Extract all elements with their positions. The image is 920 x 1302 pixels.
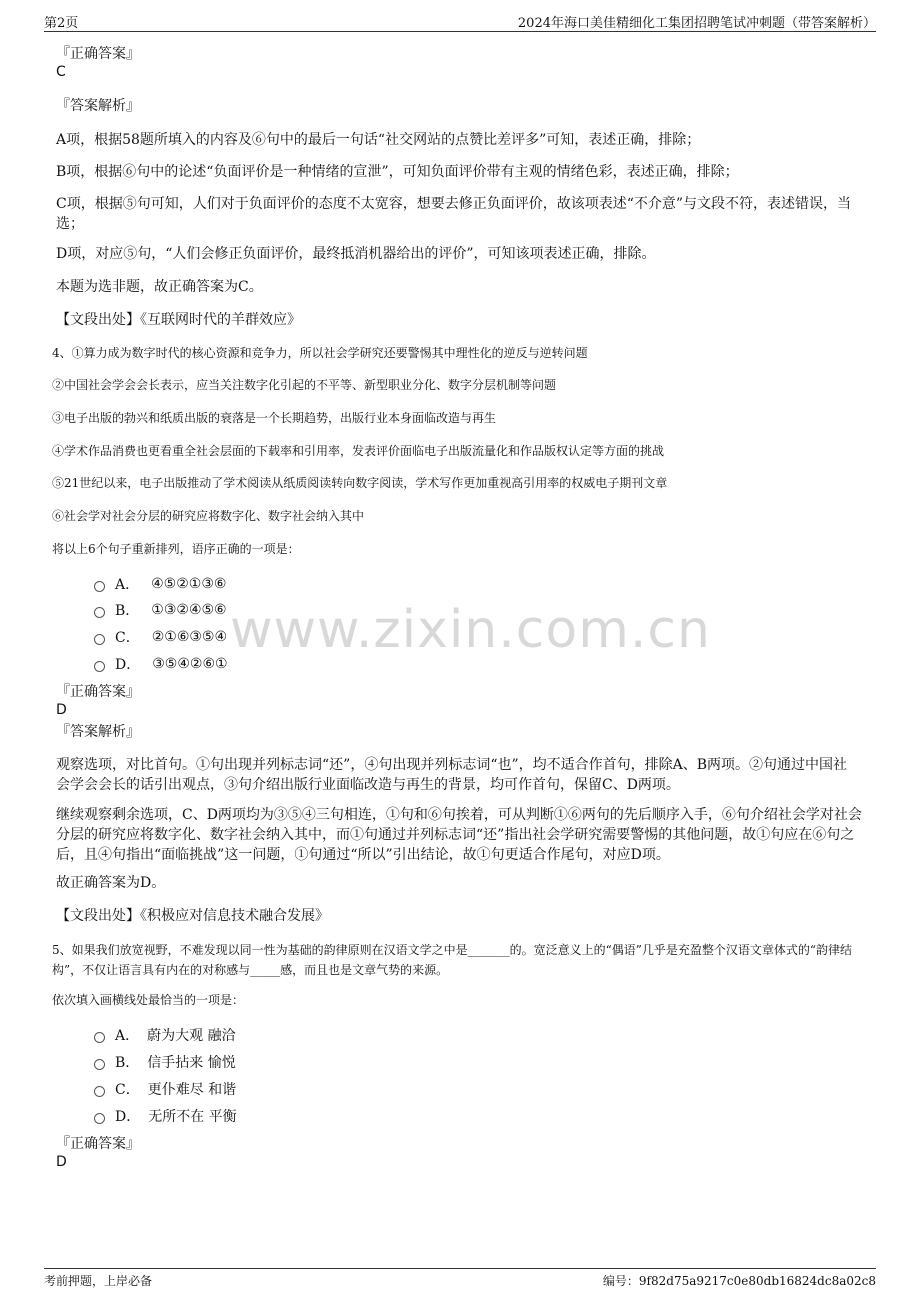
q5-option-d[interactable] xyxy=(94,1106,237,1126)
q3-analysis-c: C项，根据⑤句可知，人们对于负面评价的态度不太宽容，想要去修正负面评价，故该项表述“不介意”与文段不符，表述错误，当选； xyxy=(56,196,852,232)
q5-stem: 5、如果我们放宽视野，不难发现以同一性为基础的韵律原则在汉语文学之中是_______的。宽泛意义上的“偶语”几乎是充盈整个汉语文章体式的“韵律结构”，不仅让语言具有内在的对称感与_____感，而且也是文章气势的来源。 xyxy=(52,943,853,977)
option-letter: A． xyxy=(115,1028,140,1044)
option-text: 无所不在 平衡 xyxy=(148,1109,237,1125)
q4-sentence-1: 4、①算力成为数字时代的核心资源和竞争力，所以社会学研究还要警惕其中理性化的逆反与逆转问题 xyxy=(52,346,588,360)
q4-source: 【文段出处】《积极应对信息技术融合发展》 xyxy=(56,908,329,924)
q4-sentence-6: ⑥社会学对社会分层的研究应将数字化、数字社会纳入其中 xyxy=(52,509,365,523)
q4-option-a[interactable] xyxy=(94,574,226,594)
radio-icon[interactable] xyxy=(94,661,105,672)
q4-sentence-3: ③电子出版的勃兴和纸质出版的衰落是一个长期趋势，出版行业本身面临改造与再生 xyxy=(52,411,497,425)
option-text: 信手拈来 愉悦 xyxy=(147,1055,236,1071)
document-title: 2024年海口美佳精细化工集团招聘笔试冲刺题（带答案解析） xyxy=(517,16,876,31)
q3-conclusion: 本题为选非题，故正确答案为C。 xyxy=(56,279,263,295)
q4-answer: D xyxy=(56,702,67,718)
footer-slogan: 考前押题，上岸必备 xyxy=(44,1274,153,1288)
footer-rule xyxy=(44,1268,876,1269)
q4-option-b[interactable] xyxy=(94,600,227,620)
option-text: ①③②④⑤⑥ xyxy=(151,602,227,618)
q4-analysis-label: 『答案解析』 xyxy=(56,724,140,740)
option-text: 蔚为大观 融洽 xyxy=(147,1028,236,1044)
watermark: www.zixin.com.cn xyxy=(230,600,711,660)
q4-answer-label: 『正确答案』 xyxy=(56,684,140,700)
radio-icon[interactable] xyxy=(94,634,105,645)
q4-option-d[interactable] xyxy=(94,654,228,674)
option-letter: B． xyxy=(115,603,140,619)
option-letter: C． xyxy=(115,630,140,646)
q4-analysis-1: 观察选项，对比首句。①句出现并列标志词“还”，④句出现并列标志词“也”，均不适合作首句，排除A、B两项。②句通过中国社会学会会长的话引出观点，③句介绍出版行业面临改造与再生的背景，均可作首句，保留C、D两项。 xyxy=(56,757,848,793)
q3-analysis-a: A项，根据58题所填入的内容及⑥句中的最后一句话“社交网站的点赞比差评多”可知，表述正确，排除； xyxy=(56,132,701,148)
q4-sentence-4: ④学术作品消费也更看重全社会层面的下载率和引用率，发表评价面临电子出版流量化和作品版权认定等方面的挑战 xyxy=(52,444,665,458)
q5-option-a[interactable] xyxy=(94,1025,236,1045)
q5-prompt: 依次填入画横线处最恰当的一项是： xyxy=(52,993,245,1007)
q3-analysis-label: 『答案解析』 xyxy=(56,98,140,114)
q3-answer: C xyxy=(56,64,66,80)
q4-conclusion: 故正确答案为D。 xyxy=(56,875,166,891)
q5-answer: D xyxy=(56,1154,67,1170)
q4-sentence-2: ②中国社会学会会长表示，应当关注数字化引起的不平等、新型职业分化、数字分层机制等问题 xyxy=(52,378,557,392)
option-letter: C． xyxy=(115,1082,140,1098)
option-text: ②①⑥③⑤④ xyxy=(151,629,228,645)
option-letter: D． xyxy=(115,1109,141,1125)
q3-source: 【文段出处】《互联网时代的羊群效应》 xyxy=(56,312,301,328)
option-text: ④⑤②①③⑥ xyxy=(151,576,227,592)
header-rule xyxy=(44,31,876,32)
q4-sentence-5: ⑤21世纪以来，电子出版推动了学术阅读从纸质阅读转向数字阅读，学术写作更加重视高引用率的权威电子期刊文章 xyxy=(52,476,668,490)
footer-code: 编号：9f82d75a9217c0e80db16824dc8a02c8 xyxy=(602,1274,876,1288)
radio-icon[interactable] xyxy=(94,581,105,592)
option-letter: A． xyxy=(115,577,140,593)
q4-analysis-2: 继续观察剩余选项，C、D两项均为③⑤④三句相连，①句和⑥句挨着，可从判断①⑥两句的先后顺序入手，⑥句介绍社会学对社会分层的研究应将数字化、数字社会纳入其中，而①句通过并列标志词“还”指出社会学研究需要警惕的其他问题，故①句应在⑥句之后，且④句指出“面临挑战”这一问题，①句通过“所以”引出结论，故①句更适合作尾句，对应D项。 xyxy=(56,807,862,863)
q5-option-c[interactable] xyxy=(94,1079,236,1099)
radio-icon[interactable] xyxy=(94,1113,105,1124)
option-text: ③⑤④②⑥① xyxy=(152,656,228,672)
radio-icon[interactable] xyxy=(94,1086,105,1097)
option-letter: D． xyxy=(115,657,141,673)
option-text: 更仆难尽 和谐 xyxy=(147,1082,237,1098)
radio-icon[interactable] xyxy=(94,1059,105,1070)
q3-analysis-b: B项，根据⑥句中的论述“负面评价是一种情绪的宣泄”，可知负面评价带有主观的情绪色彩，表述正确，排除； xyxy=(56,164,739,180)
option-letter: B． xyxy=(115,1055,140,1071)
radio-icon[interactable] xyxy=(94,1032,105,1043)
q4-option-c[interactable] xyxy=(94,627,227,647)
radio-icon[interactable] xyxy=(94,607,105,618)
q4-prompt: 将以上6个句子重新排列，语序正确的一项是： xyxy=(52,542,300,556)
q3-analysis-d: D项，对应⑤句，“人们会修正负面评价，最终抵消机器给出的评价”，可知该项表述正确，排除。 xyxy=(56,246,656,262)
q5-option-b[interactable] xyxy=(94,1052,236,1072)
q3-answer-label: 『正确答案』 xyxy=(56,46,140,62)
page-number: 第2页 xyxy=(44,16,79,31)
q5-answer-label: 『正确答案』 xyxy=(56,1136,140,1152)
